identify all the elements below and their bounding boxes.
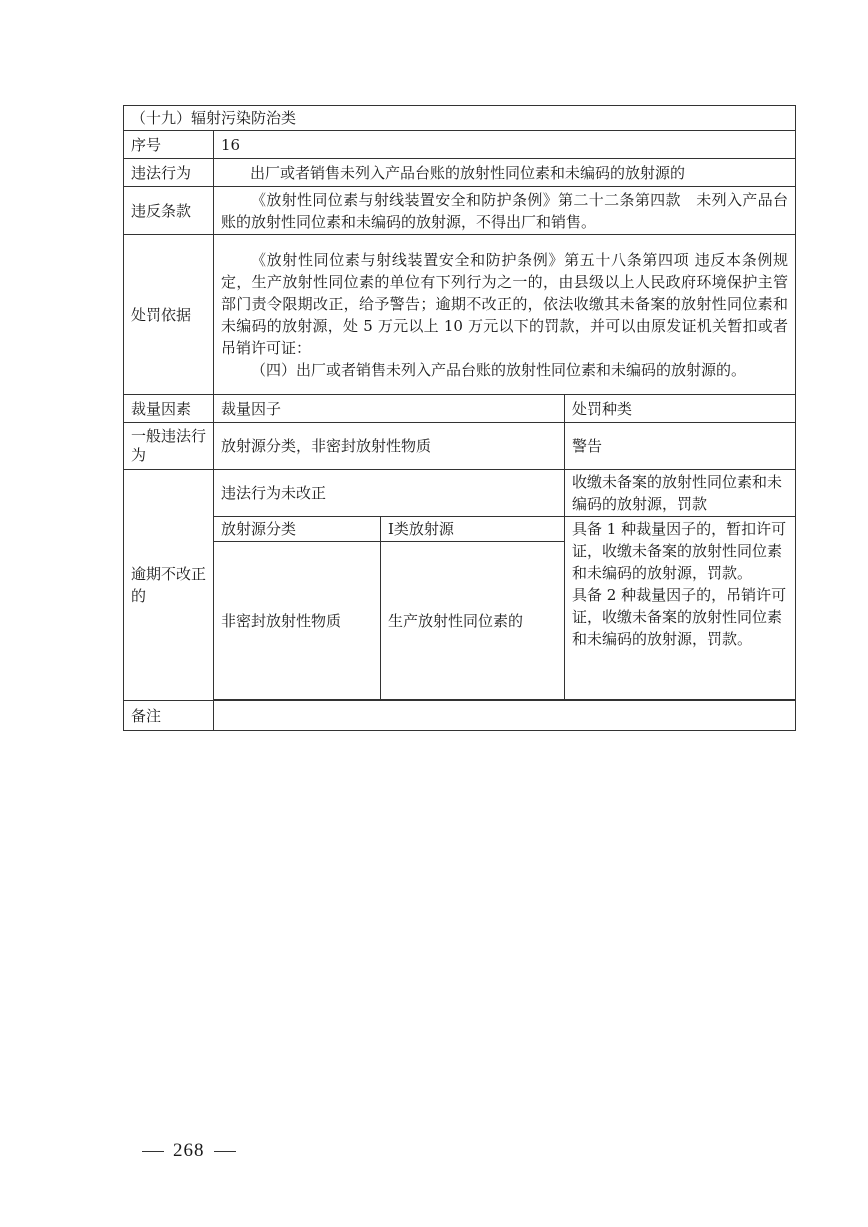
penalty-two-factors: 具备 2 种裁量因子的，吊销许可证，收缴未备案的放射性同位素和未编码的放射源，罚款。 — [572, 586, 787, 648]
uncorrected-penalty: 收缴未备案的放射性同位素和未编码的放射源，罚款 — [565, 470, 796, 517]
penalty-one-factor: 具备 1 种裁量因子的，暂扣许可证，收缴未备案的放射性同位素和未编码的放射源，罚款。 — [572, 520, 787, 582]
unsealed-label: 非密封放射性物质 — [214, 542, 381, 700]
remarks-value — [214, 701, 796, 731]
penalty-basis-value — [214, 235, 796, 395]
dash-right — [214, 1151, 236, 1152]
violation-value: 出厂或者销售未列入产品台账的放射性同位素和未编码的放射源的 — [214, 159, 796, 187]
overdue-penalties — [565, 517, 796, 700]
overdue-label: 逾期不改正的 — [124, 470, 214, 701]
penalty-basis-row — [124, 235, 796, 395]
general-violation-penalty: 警告 — [565, 423, 796, 470]
section-title: （十九）辐射污染防治类 — [124, 106, 796, 131]
remarks-label: 备注 — [124, 701, 214, 731]
general-violation-factor: 放射源分类，非密封放射性物质 — [214, 423, 565, 470]
serial-value: 16 — [214, 131, 796, 159]
violation-row — [124, 159, 796, 187]
uncorrected-factor: 违法行为未改正 — [214, 470, 565, 517]
violated-clause-label: 违反条款 — [124, 187, 214, 235]
penalty-type-header: 处罚种类 — [565, 395, 796, 423]
page-footer — [133, 1140, 245, 1162]
uncorrected-row — [124, 470, 796, 517]
serial-label: 序号 — [124, 131, 214, 159]
discretion-header-row — [124, 395, 796, 423]
penalty-discretion-table — [123, 105, 796, 731]
discretion-factor-header: 裁量因素 — [124, 395, 214, 423]
penalty-basis-paragraph-1: 《放射性同位素与射线装置安全和防护条例》第五十八条第四项 违反本条例规定，生产放射性同位素的单位有下列行为之一的，由县级以上人民政府环境保护主管部门责令限期改正，给予警告；逾期不改正的，依法收缴其未备案的放射性同位素和未编码的放射源，处 5 万元以上 10 万元以下的罚款，并可以由原发证机关暂扣或者吊销许可证： — [221, 250, 789, 357]
penalty-basis-paragraph-2: （四）出厂或者销售未列入产品台账的放射性同位素和未编码的放射源的。 — [251, 360, 747, 379]
remarks-row — [124, 701, 796, 731]
source-class-label: 放射源分类 — [214, 517, 381, 542]
penalty-basis-label: 处罚依据 — [124, 235, 214, 395]
unsealed-value: 生产放射性同位素的 — [381, 542, 565, 700]
violation-label: 违法行为 — [124, 159, 214, 187]
general-violation-row — [124, 423, 796, 470]
discretion-item-header: 裁量因子 — [214, 395, 565, 423]
source-class-row — [124, 517, 796, 542]
violated-clause-value: 《放射性同位素与射线装置安全和防护条例》第二十二条第四款 未列入产品台账的放射性同位素和未编码的放射源，不得出厂和销售。 — [214, 187, 796, 235]
general-violation-label: 一般违法行为 — [124, 423, 214, 470]
source-class-value: I类放射源 — [381, 517, 565, 542]
section-title-row — [124, 106, 796, 131]
dash-left — [142, 1151, 164, 1152]
serial-row — [124, 131, 796, 159]
page-number: 268 — [173, 1140, 205, 1161]
violated-clause-row — [124, 187, 796, 235]
